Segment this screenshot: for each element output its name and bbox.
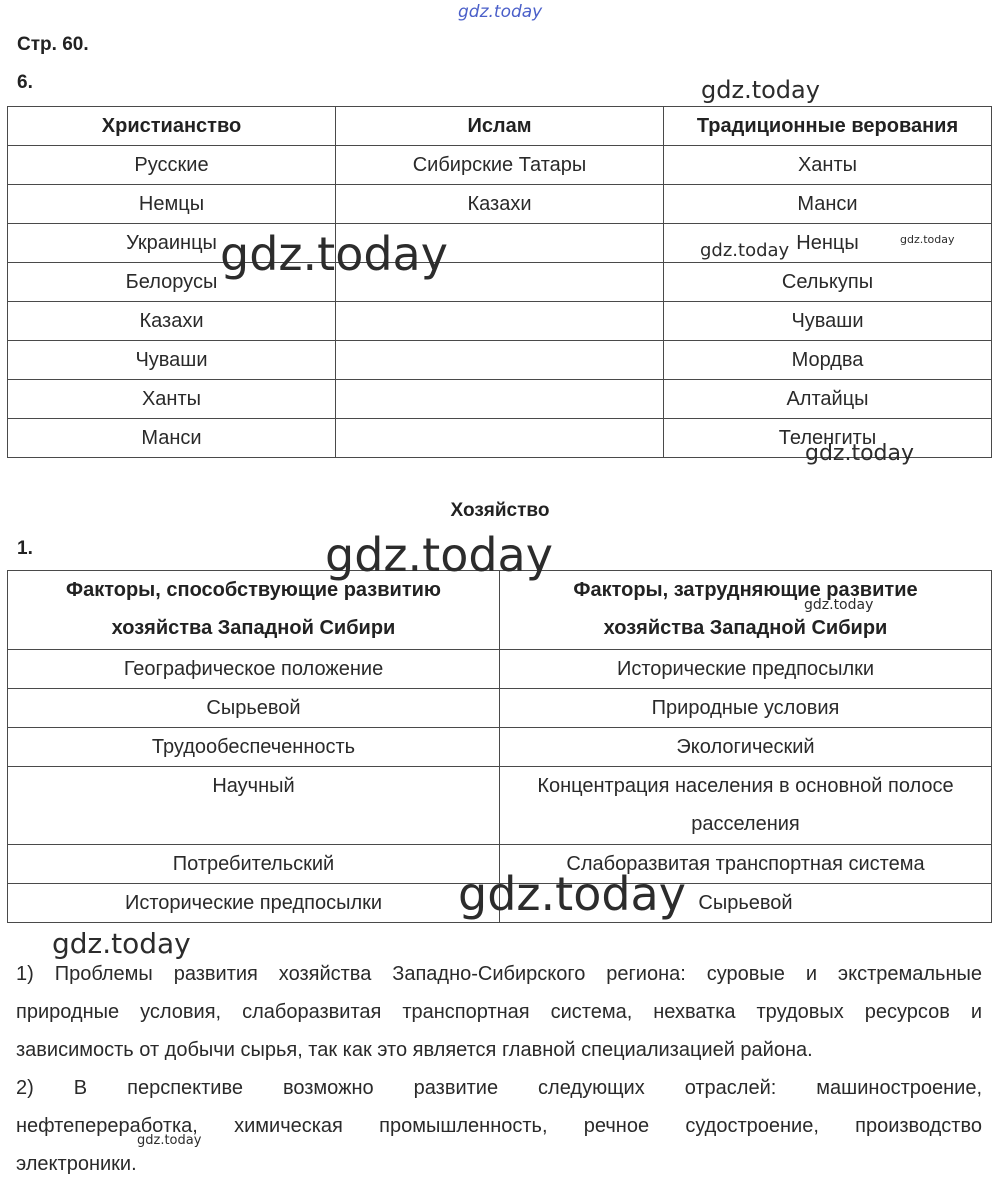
table-cell: Ханты — [8, 380, 336, 419]
header-line: Факторы, способствующие развитию — [66, 579, 441, 601]
table-cell: Мордва — [664, 341, 992, 380]
table-cell — [336, 302, 664, 341]
cell-line: Концентрация населения в основной полосе — [537, 775, 954, 797]
header-christianity: Христианство — [8, 107, 336, 146]
table-cell — [336, 380, 664, 419]
religion-table-header — [8, 107, 992, 146]
table-cell: Казахи — [336, 185, 664, 224]
table-cell: Чуваши — [8, 341, 336, 380]
table-cell: Сибирские Татары — [336, 146, 664, 185]
table-row — [8, 146, 992, 185]
paragraph-line: электроники. — [16, 1153, 137, 1175]
table-cell: Географическое положение — [8, 650, 500, 689]
table-cell: Манси — [664, 185, 992, 224]
watermark: gdz.today — [52, 927, 191, 960]
table-cell: Потребительский — [8, 845, 500, 884]
table-row — [8, 728, 992, 767]
watermark: gdz.today — [700, 240, 790, 261]
table-row — [8, 767, 992, 845]
page-label: Стр. 60. — [17, 34, 89, 55]
table-row — [8, 341, 992, 380]
table-cell — [500, 767, 992, 845]
paragraph-line: природные условия, слаборазвитая транспортная система, нехватка трудовых ресурсов и — [16, 1001, 982, 1023]
table-cell — [336, 419, 664, 458]
watermark: gdz.today — [458, 867, 686, 921]
task-6-number: 6. — [17, 72, 33, 93]
table-row — [8, 689, 992, 728]
table-row — [8, 263, 992, 302]
table-cell: Русские — [8, 146, 336, 185]
table-cell: Сырьевой — [8, 689, 500, 728]
table-cell: Украинцы — [8, 224, 336, 263]
table-cell: Алтайцы — [664, 380, 992, 419]
table-cell — [336, 341, 664, 380]
header-line: хозяйства Западной Сибири — [111, 617, 396, 639]
table-cell: Немцы — [8, 185, 336, 224]
table-cell: Исторические предпосылки — [8, 884, 500, 923]
table-cell: Манси — [8, 419, 336, 458]
cell-line: расселения — [691, 813, 800, 835]
table-cell: Трудообеспеченность — [8, 728, 500, 767]
table-cell: Теленгиты — [664, 419, 992, 458]
paragraph-line: зависимость от добычи сырья, так как это является главной специализацией района. — [16, 1039, 813, 1061]
religion-table — [7, 106, 992, 458]
table-cell: Научный — [8, 767, 500, 845]
table-row — [8, 302, 992, 341]
table-cell: Экологический — [500, 728, 992, 767]
header-line: хозяйства Западной Сибири — [603, 617, 888, 639]
table-cell: Ненцы — [664, 224, 992, 263]
table-cell: Белорусы — [8, 263, 336, 302]
table-row — [8, 380, 992, 419]
watermark: gdz.today — [805, 441, 915, 466]
watermark: gdz.today — [900, 233, 955, 246]
paragraph-line: нефтепереработка, химическая промышленность, речное судостроение, производство — [16, 1115, 982, 1137]
header-line: Факторы, затрудняющие развитие — [573, 579, 918, 601]
table-cell: Исторические предпосылки — [500, 650, 992, 689]
table-cell: Ханты — [664, 146, 992, 185]
table-cell: Казахи — [8, 302, 336, 341]
table-cell: Селькупы — [664, 263, 992, 302]
table-cell: Природные условия — [500, 689, 992, 728]
header-traditional-beliefs: Традиционные верования — [664, 107, 992, 146]
header-positive-factors — [8, 571, 500, 650]
answer-paragraph-2 — [16, 1069, 982, 1183]
header-negative-factors — [500, 571, 992, 650]
watermark: gdz.today — [804, 597, 874, 613]
table-row — [8, 650, 992, 689]
watermark-top: gdz.today — [458, 2, 543, 22]
watermark: gdz.today — [701, 76, 820, 104]
table-row — [8, 185, 992, 224]
table-row — [8, 224, 992, 263]
header-islam: Ислам — [336, 107, 664, 146]
table-cell: Сырьевой — [500, 884, 992, 923]
answer-paragraph-1 — [16, 955, 982, 1069]
watermark: gdz.today — [137, 1133, 202, 1148]
table-cell: Слаборазвитая транспортная система — [500, 845, 992, 884]
table-cell: Чуваши — [664, 302, 992, 341]
task-1-number: 1. — [17, 538, 33, 559]
section-title: Хозяйство — [450, 500, 550, 521]
paragraph-line: 2) В перспективе возможно развитие следующих отраслей: машиностроение, — [16, 1077, 982, 1099]
watermark: gdz.today — [220, 227, 448, 281]
paragraph-line: 1) Проблемы развития хозяйства Западно-Сибирского региона: суровые и экстремальные — [16, 963, 982, 985]
watermark: gdz.today — [325, 528, 553, 582]
